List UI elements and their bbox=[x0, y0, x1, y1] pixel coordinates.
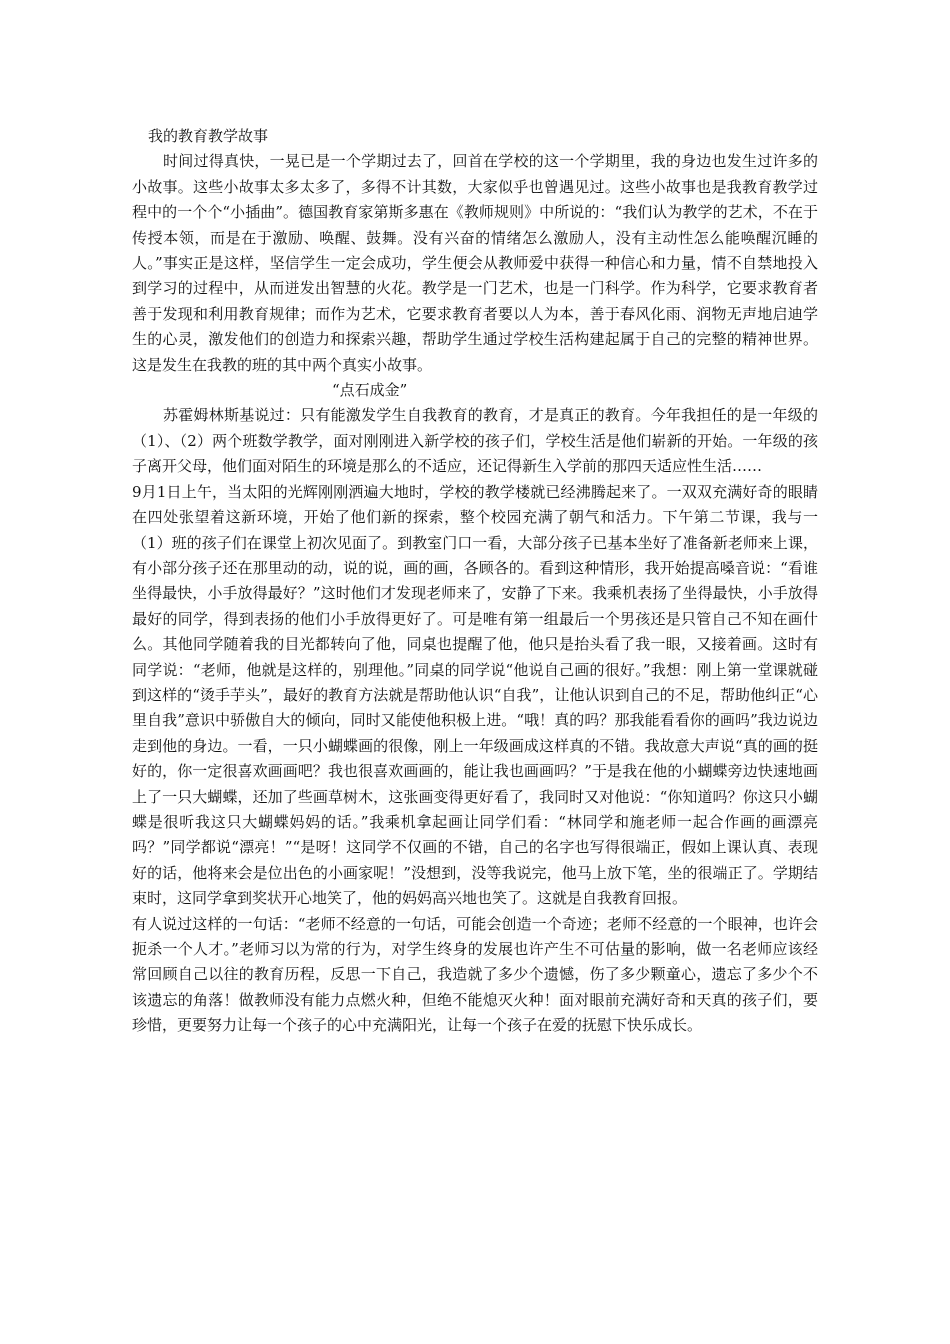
document-page bbox=[132, 124, 818, 1039]
story-subtitle: “点石成金” bbox=[332, 381, 408, 400]
document-title: 我的教育教学故事 bbox=[148, 127, 269, 145]
intro-paragraph: 时间过得真快，一晃已是一个学期过去了，回首在学校的这一个学期里，我的身边也发生过许多的小故事。这些小故事太多太多了，多得不计其数，大家似乎也曾遇见过。这些小故事也是我教育教学过程中的一个个“小插曲”。德国教育家第斯多惠在《教师规则》中所说的：“我们认为教学的艺术，不在于传授本领，而是在于激励、唤醒、鼓舞。没有兴奋的情绪怎么激励人，没有主动性怎么能唤醒沉睡的人。”事实正是这样，坚信学生一定会成功，学生便会从教师爱中获得一种信心和力量，情不自禁地投入到学习的过程中，从而迸发出智慧的火花。教学是一门艺术，也是一门科学。作为科学，它要求教育者善于发现和利用教育规律；而作为艺术，它要求教育者要以人为本，善于春风化雨、润物无声地启迪学生的心灵，激发他们的创造力和探索兴趣，帮助学生通过学校生活构建起属于自己的完整的精神世界。这是发生在我教的班的其中两个真实小故事。 bbox=[132, 152, 818, 374]
body-paragraph: 9月1日上午，当太阳的光辉刚刚洒遍大地时，学校的教学楼就已经沸腾起来了。一双双充满好奇的眼睛在四处张望着这新环境，开始了他们新的探索，整个校园充满了朝气和活力。下午第二节课，我与一（1）班的孩子们在课堂上初次见面了。到教室门口一看，大部分孩子已基本坐好了准备新老师来上课，有小部分孩子还在那里动的动，说的说，画的画，各顾各的。看到这种情形，我开始提高嗓音说：“看谁坐得最快，小手放得最好？”这时他们才发现老师来了，安静了下来。我乘机表扬了坐得最快，小手放得最好的同学，得到表扬的他们小手放得更好了。可是唯有第一组最后一个男孩还是只管自己不知在画什么。其他同学随着我的目光都转向了他，同桌也提醒了他，他只是抬头看了我一眼，又接着画。这时有同学说：“老师，他就是这样的，别理他。”同桌的同学说“他说自己画的很好。”我想：刚上第一堂课就碰到这样的“烫手芋头”，最好的教育方法就是帮助他认识“自我”，让他认识到自己的不足，帮助他纠正“心里自我”意识中骄傲自大的倾向，同时又能使他积极上进。“哦！真的吗？那我能看看你的画吗”我边说边走到他的身边。一看，一只小蝴蝶画的很像，刚上一年级画成这样真的不错。我故意大声说“真的画的挺好的，你一定很喜欢画画吧？我也很喜欢画画的，能让我也画画吗？”于是我在他的小蝴蝶旁边快速地画上了一只大蝴蝶，还加了些画草树木，这张画变得更好看了，我同时又对他说：“你知道吗？你这只小蝴蝶是很听我这只大蝴蝶妈妈的话。”我乘机拿起画让同学们看：“林同学和施老师一起合作画的画漂亮吗？”同学都说“漂亮！”“是呀！这同学不仅画的不错，自己的名字也写得很端正，假如上课认真、表现好的话，他将来会是位出色的小画家呢！”没想到，没等我说完，他马上放下笔，坐的很端正了。学期结束时，这同学拿到奖状开心地笑了，他的妈妈高兴地也笑了。这就是自我教育回报。 bbox=[132, 482, 818, 908]
body-paragraph: 苏霍姆林斯基说过：只有能激发学生自我教育的教育，才是真正的教育。今年我担任的是一年级的（1）、（2）两个班数学教学，面对刚刚进入新学校的孩子们，学校生活是他们崭新的开始。一年级的孩子离开父母，他们面对陌生的环境是那么的不适应，还记得新生入学前的那四天适应性生活…… bbox=[132, 406, 818, 476]
closing-paragraph: 有人说过这样的一句话：“老师不经意的一句话，可能会创造一个奇迹；老师不经意的一个眼神，也许会扼杀一个人才。”老师习以为常的行为，对学生终身的发展也许产生不可估量的影响，做一名老师应该经常回顾自己以往的教育历程，反思一下自己，我造就了多少个遗憾，伤了多少颗童心，遗忘了多少个不该遗忘的角落！做教师没有能力点燃火种，但绝不能熄灭火种！面对眼前充满好奇和天真的孩子们，要珍惜，更要努力让每一个孩子的心中充满阳光，让每一个孩子在爱的抚慰下快乐成长。 bbox=[132, 914, 818, 1035]
